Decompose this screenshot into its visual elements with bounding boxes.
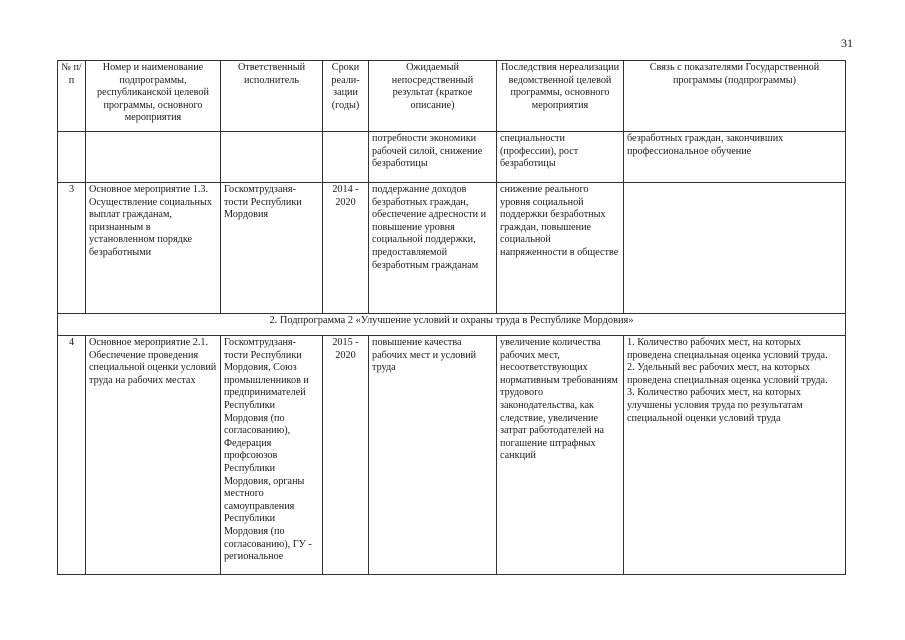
table-header-row [58,61,846,132]
indicator-item: 2. Удельный вес рабочих мест, на которых проведена специальная оценка условий труда. [627,362,828,386]
page-number: 31 [841,36,853,50]
cell-executor: Госкомтрудзаня-тости Республики Мордовия, Союз промышленников и предпринимателей Республики Мордовия (по согласованию), Федерация профсоюзов Республики Мордовия, органы местного самоуправления Республики Мордовия (по согласованию), ГУ - региональное [221,336,323,575]
cell-indicators: безработных граждан, закончивших профессиональное обучение [624,132,846,183]
cell-executor: Госкомтрудзаня-тости Республики Мордовия [221,183,323,314]
section-row-subprogram-2 [58,314,846,336]
table-row-3 [58,183,846,314]
section-title: 2. Подпрограмма 2 «Улучшение условий и охраны труда в Республике Мордовия» [58,314,846,336]
table-row-continuation [58,132,846,183]
cell-num: 4 [58,336,86,575]
cell-result: повышение качества рабочих мест и условий труда [369,336,497,575]
indicator-item: 3. Количество рабочих мест, на которых улучшены условия труда по результатам специальной оценки условий труда [627,387,803,424]
cell-period: 2014 - 2020 [323,183,369,314]
cell-result: потребности экономики рабочей силой, снижение безработицы [369,132,497,183]
cell-name [86,132,221,183]
cell-indicators [624,336,846,575]
table-row-4 [58,336,846,575]
header-cell-num: № п/п [58,61,86,132]
cell-num: 3 [58,183,86,314]
header-cell-name: Номер и наименование подпрограммы, республиканской целевой программы, основного мероприятия [86,61,221,132]
cell-name: Основное мероприятие 2.1. Обеспечение проведения специальной оценки условий труда на рабочих местах [86,336,221,575]
cell-name: Основное мероприятие 1.3. Осуществление социальных выплат гражданам, признанным в установленном порядке безработными [86,183,221,314]
header-cell-result: Ожидаемый непосредственный результат (краткое описание) [369,61,497,132]
header-cell-consequences: Последствия нереализации ведомственной целевой программы, основного мероприятия [497,61,624,132]
cell-consequences: увеличение количества рабочих мест, несоответствующих нормативным требованиям трудового законодательства, как следствие, увеличение затрат работодателей на погашение штрафных санкций [497,336,624,575]
cell-period [323,132,369,183]
cell-consequences: специальности (профессии), рост безработицы [497,132,624,183]
header-cell-executor: Ответственный исполнитель [221,61,323,132]
cell-indicators [624,183,846,314]
cell-executor [221,132,323,183]
header-cell-indicators: Связь с показателями Государственной программы (подпрограммы) [624,61,846,132]
program-table [57,60,846,575]
cell-result: поддержание доходов безработных граждан, обеспечение адресности и повышение уровня социальной поддержки, предоставляемой безработным гражданам [369,183,497,314]
cell-period: 2015 - 2020 [323,336,369,575]
indicator-item: 1. Количество рабочих мест, на которых проведена специальная оценка условий труда. [627,337,828,361]
cell-num [58,132,86,183]
header-cell-period: Сроки реали-зации (годы) [323,61,369,132]
cell-consequences: снижение реального уровня социальной поддержки безработных граждан, повышение социальной напряженности в обществе [497,183,624,314]
